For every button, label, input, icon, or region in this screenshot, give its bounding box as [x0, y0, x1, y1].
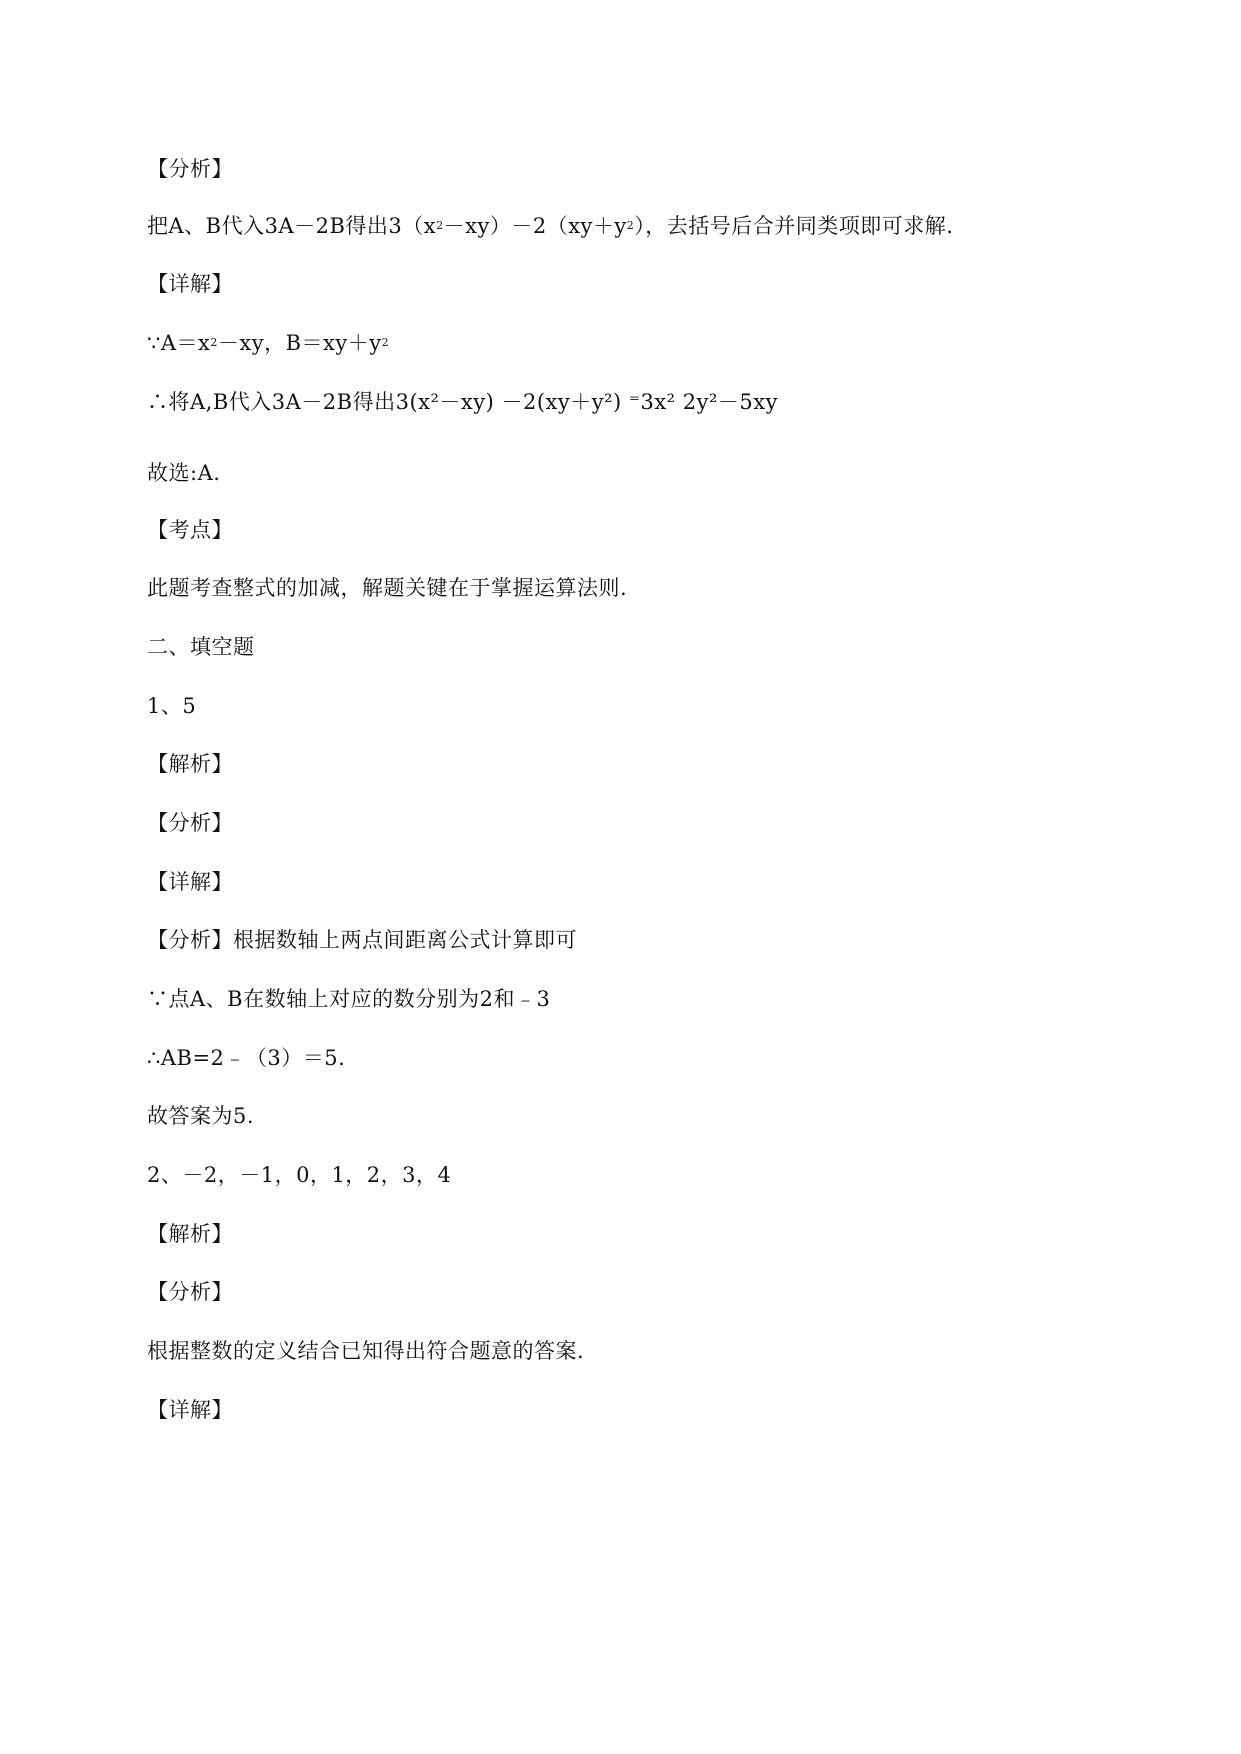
- superscript-2: 2: [626, 219, 635, 232]
- analysis-integer-definition: 根据整数的定义结合已知得出符合题意的答案.: [147, 1339, 585, 1363]
- given-b: －xy，B＝xy＋y: [217, 331, 382, 355]
- given-a: ∵A＝x: [147, 331, 211, 355]
- analysis-text: [147, 212, 953, 240]
- given-expressions: [147, 329, 389, 357]
- analysis-text-part-3: ），去括号后合并同类项即可求解.: [634, 214, 954, 238]
- heading-detailed-solution: 【详解】: [147, 272, 233, 296]
- analysis-distance-formula: 【分析】根据数轴上两点间距离公式计算即可: [147, 928, 577, 952]
- heading-explanation: 【解析】: [147, 1222, 233, 1246]
- heading-explanation: 【解析】: [147, 752, 233, 776]
- analysis-text-part-2: －xy）－2（xy＋y: [443, 214, 627, 238]
- heading-test-point: 【考点】: [147, 518, 233, 542]
- distance-calculation: ∴AB=2﹣（3）＝5.: [147, 1046, 346, 1070]
- heading-analysis: 【分析】: [147, 1280, 233, 1304]
- question-2-answer: 2、－2，－1，0，1，2，3，4: [147, 1163, 452, 1187]
- final-answer: 故答案为5.: [147, 1104, 255, 1128]
- heading-analysis: 【分析】: [147, 157, 233, 181]
- superscript-2: 2: [436, 219, 444, 232]
- heading-detailed-solution: 【详解】: [147, 870, 233, 894]
- heading-analysis: 【分析】: [147, 811, 233, 835]
- superscript-2: 2: [381, 336, 390, 349]
- answer-choice: 故选:A.: [147, 461, 221, 485]
- superscript-2: 2: [210, 336, 218, 349]
- test-point-text: 此题考查整式的加减，解题关键在于掌握运算法则.: [147, 576, 628, 600]
- substitution-result: ∴将A,B代入3A－2B得出3(x²－xy) －2(xy＋y²) ⁼3x² 2y²－5xy: [147, 390, 778, 414]
- given-number-line-points: ∵点A、B在数轴上对应的数分别为2和﹣3: [147, 987, 551, 1011]
- question-1-answer: 1、5: [147, 694, 197, 718]
- analysis-text-part-1: 把A、B代入3A－2B得出3（x: [147, 214, 437, 238]
- heading-detailed-solution: 【详解】: [147, 1398, 233, 1422]
- section-fill-in-blank: 二、填空题: [147, 635, 255, 659]
